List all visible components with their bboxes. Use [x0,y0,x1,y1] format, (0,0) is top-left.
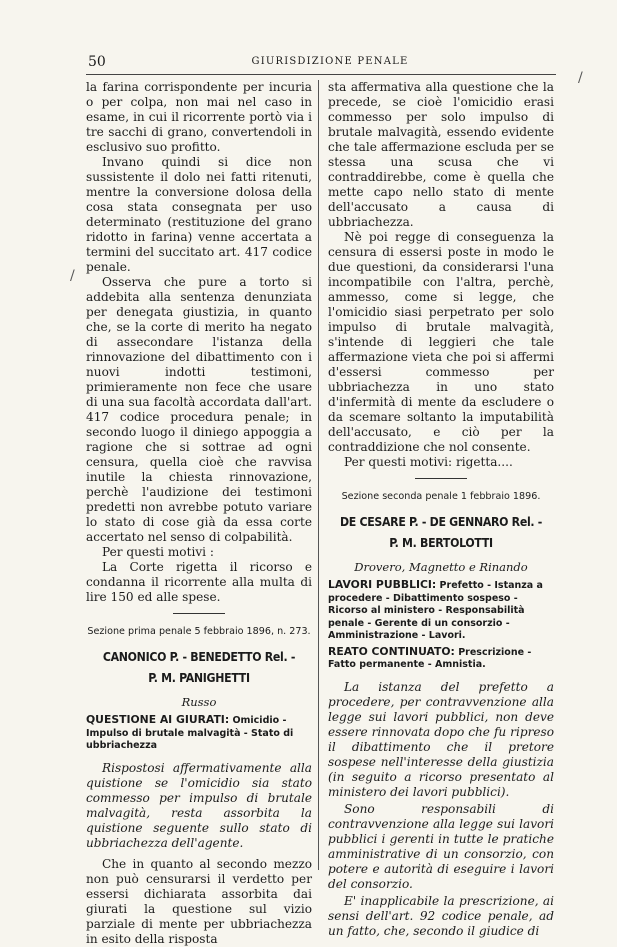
paragraph: Invano quindi si dice non sussistente il dolo nei fatti ritenuti, mentre la conversione dolosa della cosa stata consegnata per uso determinato (restituzione del grano ridotto in farina) venne accertata a termini del succitato art. 417 codice penale. [86,155,312,274]
separator [173,613,225,614]
case-date: Sezione prima penale 5 febbraio 1896, n. 273. [87,626,311,637]
paragraph: Per questi motivi: rigetta.... [344,455,513,469]
keywords-lead: QUESTIONE AI GIURATI: [86,713,230,726]
case-parties [328,512,554,554]
running-title: GIURISDIZIONE PENALE [251,56,409,67]
headnote: Sono responsabili di contravvenzione alla legge sui lavori pubblici i gerenti in tutte le pratiche amministrative di un consorzio, con potere e autorità di eseguire i lavori del consorzio. [328,801,554,891]
paragraph: Che in quanto al secondo mezzo non può censurarsi il verdetto per essersi dichiarata assorbita dai giurati la questione sul vizio parziale di mente per ubbriachezza in esito della risposta [86,856,312,946]
left-column [86,80,312,947]
keywords-rest: Omicidio - Impulso di brutale malvagità - Stato di ubbriachezza [86,715,294,751]
headnote: Rispostosi affermativamente alla quistione se l'omicidio sia stato commesso per impulso di brutale malvagità, resta assorbita la quistione seguente sullo stato di ubbriachezza dell'agente. [86,760,312,850]
page-number: 50 [88,54,106,70]
paragraph: Osserva che pure a torto si addebita alla sentenza denunziata per denegata giustizia, in quanto che, se la corte di merito ha negato di assecondare l'istanza della rinnovazione del dibattimento con i nuovi indotti testimoni, primieramente non fece che usare di una sua facoltà accordata dall'art. 417 codice procedura penale; in secondo luogo il diniego appoggia a ragione che si sottrae ad ogni censura, quella cioè che ravvisa inutile la chiesta rinnovazione, perchè l'audizione dei testimoni predetti non avrebbe potuto variare lo stato di cose già da essa corte accertato nel senso di colpabilità. [86,275,312,544]
parties-line: P. M. PANIGHETTI [148,671,250,685]
keywords-lead: LAVORI PUBBLICI: [328,578,437,591]
judges: Drovero, Magnetto e Rinando [354,560,528,574]
parties-line: DE CESARE P. - DE GENNARO Rel. - [339,515,543,529]
headnote: E' inapplicabile la prescrizione, ai sensi dell'art. 92 codice penale, ad un fatto, che, secondo il giudice di [328,893,554,938]
case-parties [86,647,312,689]
keywords-rest: Prefetto - Istanza a procedere - Dibattimento sospeso - Ricorso al ministero - Responsabilità penale - Gerente di un consorzio - Amministrazione - Lavori. [328,580,543,641]
margin-mark: / [70,268,75,284]
parties-line: P. M. BERTOLOTTI [389,536,493,550]
header-rule [86,74,556,75]
paragraph: La Corte rigetta il ricorso e condanna il ricorrente alla multa di lire 150 ed alle spese. [86,560,312,604]
case-keywords [328,579,554,643]
judges: Russo [181,695,217,709]
paragraph: la farina corrispondente per incuria o per colpa, non mai nel caso in esame, in cui il ricorrente portò via i tre sacchi di grano, convertendoli in esclusivo suo profitto. [86,80,312,154]
case-keywords [86,714,312,753]
keywords-rest: Prescrizione - Fatto permanente - Amnistia. [328,646,532,670]
paragraph: Per questi motivi : [102,545,214,559]
parties-line: CANONICO P. - BENEDETTO Rel. - [102,650,296,664]
paragraph: Nè poi regge di conseguenza la censura di essersi poste in modo le due questioni, da considerarsi l'una incompatibile con l'altra, perchè, ammesso, come si legge, che l'omicidio siasi perpetrato per solo impulso di brutale malvagità, s'intende di leggieri che tale affermazione vieta che poi si affermi d'essersi commesso per ubbriachezza in uno stato d'infermità di mente da escludere o da scemare soltanto la imputabilità dell'accusato, e ciò per la contraddizione che nol consente. [328,230,554,454]
case-keywords [328,646,554,672]
paragraph: sta affermativa alla questione che la precede, se cioè l'omicidio erasi commesso per solo impulso di brutale malvagità, essendo evidente che tale affermazione escluda per se stessa una scusa che vi contraddirebbe, come è quella che mette capo nello stato di mente dell'accusato a causa di ubbriachezza. [328,80,554,229]
keywords-lead: REATO CONTINUATO: [328,644,455,658]
margin-mark: / [578,70,583,86]
headnote: La istanza del prefetto a procedere, per contravvenzione alla legge sui lavori pubblici, non deve essere rinnovata dopo che fu ripreso il dibattimento che il pretore sospese nell'interesse della giustizia (in seguito a ricorso presentato al ministero dei lavori pubblici). [328,679,554,799]
separator [415,478,467,479]
case-date: Sezione seconda penale 1 febbraio 1896. [341,491,541,502]
column-divider [318,80,319,870]
right-column [328,80,554,939]
